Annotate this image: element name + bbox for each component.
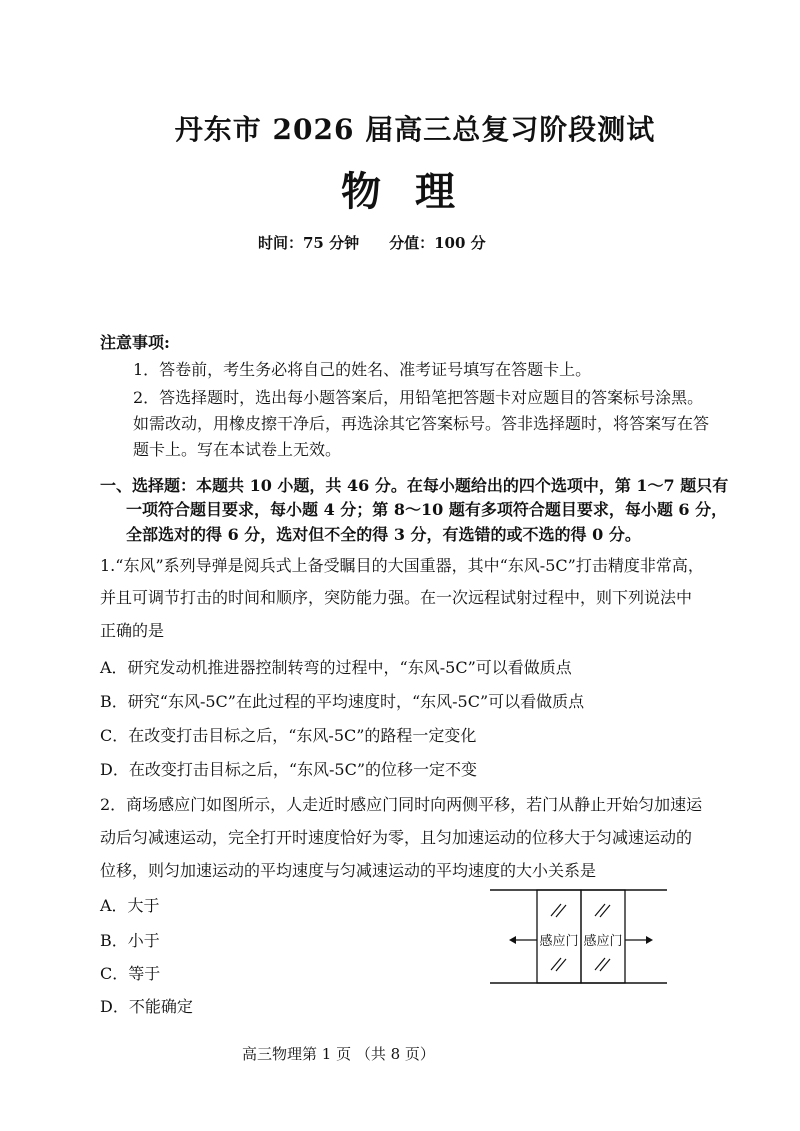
arrow-left-icon — [509, 936, 516, 944]
q1-stem-line-3: 正确的是 — [100, 621, 165, 640]
q1-option-a: A．研究发动机推进器控制转弯的过程中，“东风-5C”可以看做质点 — [100, 658, 572, 677]
sliding-door-diagram — [485, 880, 670, 990]
notice-heading: 注意事项: — [100, 333, 170, 352]
exam-time: 时间：75 分钟 — [258, 234, 360, 252]
exam-title: 丹东市 2026 届高三总复习阶段测试 — [174, 113, 656, 146]
door-label-right: 感应门 — [583, 934, 623, 949]
page-footer: 高三物理第 1 页 （共 8 页） — [242, 1045, 435, 1063]
subject-title: 物理 — [341, 168, 489, 215]
q1-stem-line-1: 1.“东风”系列导弹是阅兵式上备受瞩目的大国重器，其中“东风-5C”打击精度非常高， — [100, 556, 704, 575]
exam-meta — [258, 232, 486, 253]
notice-item-2-cont: 如需改动，用橡皮擦干净后，再选涂其它答案标号。答非选择题时，将答案写在答 — [133, 414, 710, 433]
section1-line-3: 全部选对的得 6 分，选对但不全的得 3 分，有选错的或不选的得 0 分。 — [126, 525, 641, 544]
q2-stem-line-2: 动后匀减速运动，完全打开时速度恰好为零，且匀加速运动的位移大于匀减速运动的 — [100, 828, 693, 847]
notice-item-1: 1．答卷前，考生务必将自己的姓名、准考证号填写在答题卡上。 — [133, 360, 592, 379]
q1-option-c: C．在改变打击目标之后，“东风-5C”的路程一定变化 — [100, 726, 477, 745]
arrow-right-icon — [646, 936, 653, 944]
notice-item-2: 2．答选择题时，选出每小题答案后，用铅笔把答题卡对应题目的答案标号涂黑。 — [133, 388, 704, 407]
section1-line-1: 一、选择题：本题共 10 小题，共 46 分。在每小题给出的四个选项中，第 1～7 题只有 — [100, 476, 729, 495]
q1-option-b: B．研究“东风-5C”在此过程的平均速度时，“东风-5C”可以看做质点 — [100, 692, 585, 711]
q2-stem-line-3: 位移，则匀加速运动的平均速度与匀减速运动的平均速度的大小关系是 — [100, 861, 597, 880]
q2-stem-line-1: 2．商场感应门如图所示，人走近时感应门同时向两侧平移，若门从静止开始匀加速运 — [100, 795, 703, 814]
q1-option-d: D．在改变打击目标之后，“东风-5C”的位移一定不变 — [100, 760, 478, 779]
q1-stem-line-2: 并且可调节打击的时间和顺序，突防能力强。在一次远程试射过程中，则下列说法中 — [100, 588, 693, 607]
section1-line-2: 一项符合题目要求，每小题 4 分；第 8～10 题有多项符合题目要求，每小题 6 分， — [126, 500, 728, 519]
q2-option-b: B．小于 — [100, 931, 160, 950]
exam-score: 分值：100 分 — [389, 234, 486, 252]
q2-option-c: C．等于 — [100, 964, 161, 983]
door-label-left: 感应门 — [539, 934, 579, 949]
q2-option-d: D．不能确定 — [100, 997, 193, 1016]
q2-option-a: A．大于 — [100, 896, 160, 915]
notice-item-2-end: 题卡上。写在本试卷上无效。 — [133, 440, 342, 459]
